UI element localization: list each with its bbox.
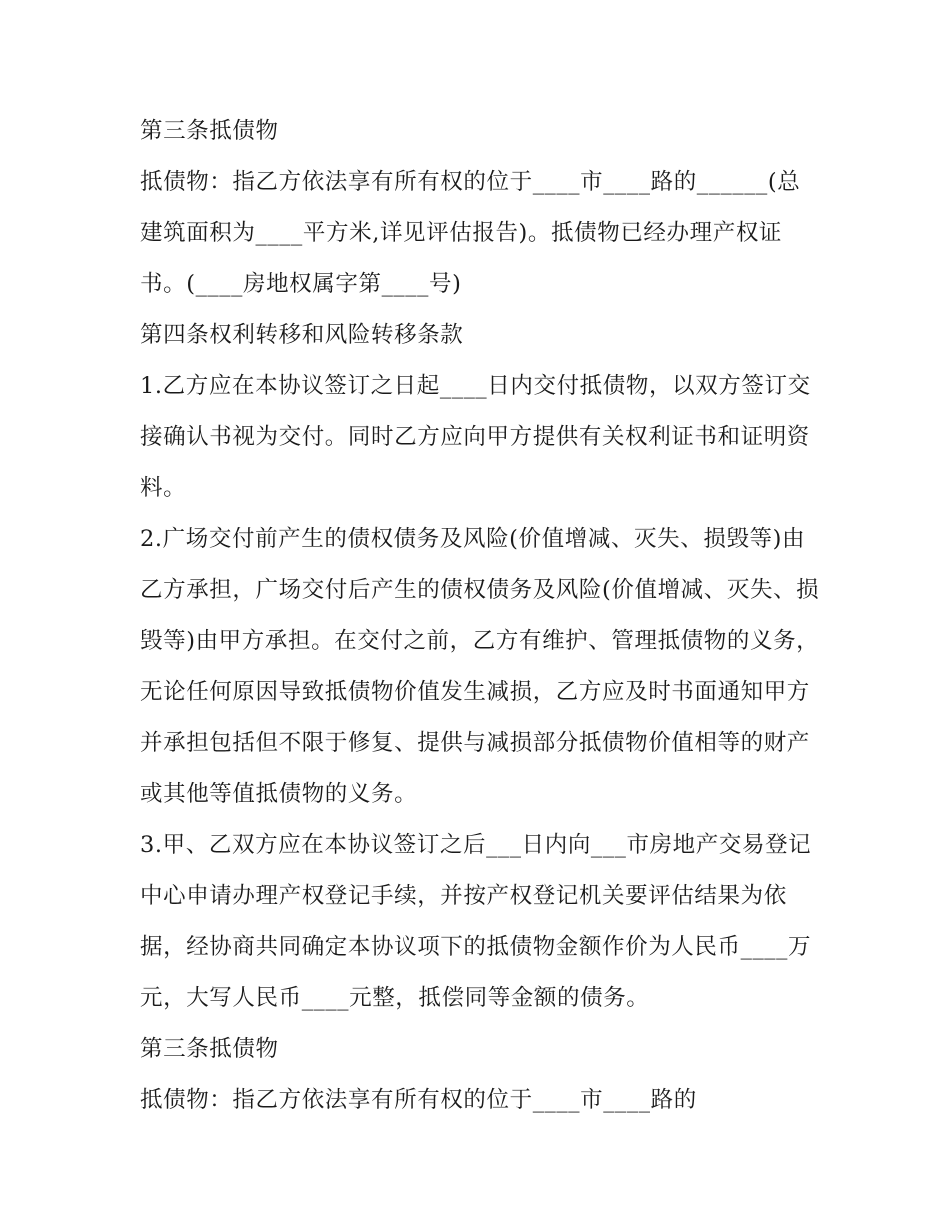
paragraph-collateral-definition-repeat: 抵债物：指乙方依法享有所有权的位于____市____路的 [140,1087,697,1113]
section-heading-article-4: 第四条权利转移和风险转移条款 [140,322,464,348]
document-body [140,106,820,1126]
paragraph-collateral-definition: 抵债物：指乙方依法享有所有权的位于____市____路的______(总建筑面积为____平方米,详见评估报告)。抵债物已经办理产权证书。(____房地权属字第____号) [140,169,801,297]
paragraph-clause-2: 2.广场交付前产生的债权债务及风险(价值增减、灭失、损毁等)由乙方承担，广场交付后产生的债权债务及风险(价值增减、灭失、损毁等)由甲方承担。在交付之前，乙方有维护、管理抵债物的义务，无论任何原因导致抵债物价值发生减损，乙方应及时书面通知甲方并承担包括但不限于修复、提供与减损部分抵债物价值相等的财产或其他等值抵债物的义务。 [140,526,820,807]
section-heading-article-3: 第三条抵债物 [140,118,279,144]
paragraph-clause-3: 3.甲、乙双方应在本协议签订之后___日内向___市房地产交易登记中心申请办理产权登记手续，并按产权登记机关要评估结果为依据，经协商共同确定本协议项下的抵债物金额作价为人民币____万元，大写人民币____元整，抵偿同等金额的债务。 [140,832,812,1011]
paragraph-clause-1: 1.乙方应在本协议签订之日起____日内交付抵债物，以双方签订交接确认书视为交付。同时乙方应向甲方提供有关权利证书和证明资料。 [140,373,811,501]
section-heading-article-3-repeat: 第三条抵债物 [140,1036,279,1062]
